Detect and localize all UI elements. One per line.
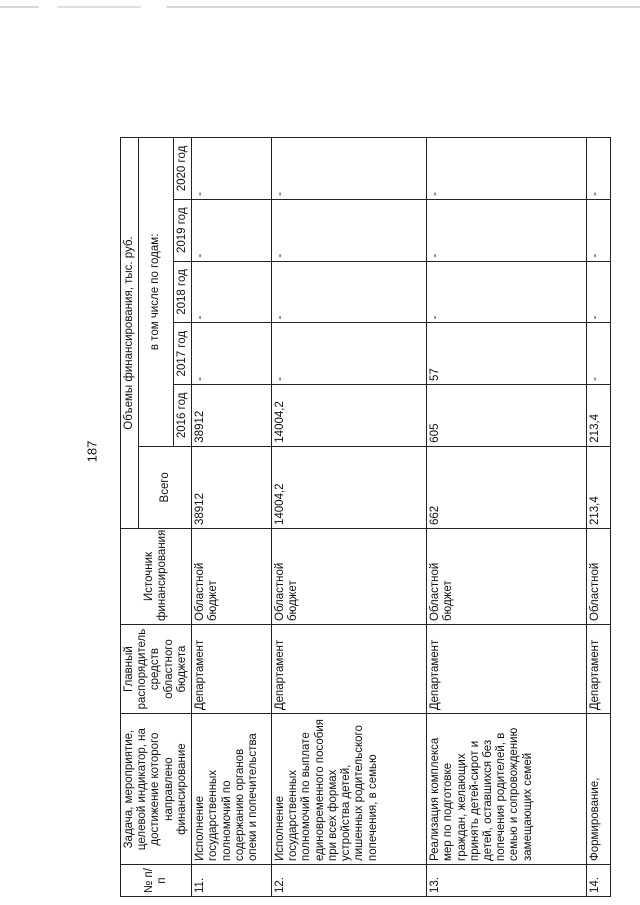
row-year-value: -	[192, 138, 272, 200]
table-row	[586, 138, 611, 897]
row-year-value: -	[192, 199, 272, 261]
row-source: Областной	[586, 529, 611, 625]
table-row	[427, 138, 587, 897]
row-no: 14.	[586, 865, 611, 897]
row-year-value: -	[427, 261, 587, 323]
row-total: 14004,2	[272, 446, 427, 528]
row-task: Формирование,	[586, 714, 611, 865]
row-task: Исполнение государственных полномочий по выплате единовременного пособия при всех формах устройства детей, лишенных родительского попечения, в семью	[272, 714, 427, 865]
row-year-value: -	[272, 261, 427, 323]
row-distributor: Департамент	[192, 625, 272, 714]
row-total: 38912	[192, 446, 272, 528]
row-year-value: -	[272, 138, 427, 200]
row-year-value: -	[272, 199, 427, 261]
row-year-value: -	[427, 138, 587, 200]
row-year-value: 605	[427, 385, 587, 447]
header-no: № п/п	[121, 865, 192, 897]
header-total: Всего	[139, 446, 192, 528]
header-distributor: Главный распорядитель средств областного бюджета	[121, 625, 192, 714]
header-year: 2016 год	[173, 385, 191, 447]
table-row	[192, 138, 272, 897]
row-task: Реализация комплекса мер по подготовке граждан, желающих принять детей-сирот и детей, оставшихся без попечения родителей, в семью и сопровождению замещающих семей	[427, 714, 587, 865]
row-year-value: -	[192, 323, 272, 385]
header-by-years: в том числе по годам:	[139, 138, 174, 447]
row-year-value: -	[427, 199, 587, 261]
row-year-value: 38912	[192, 385, 272, 447]
row-distributor: Департамент	[586, 625, 611, 714]
row-no: 11.	[192, 865, 272, 897]
row-no: 12.	[272, 865, 427, 897]
header-year: 2020 год	[173, 138, 191, 200]
row-distributor: Департамент	[272, 625, 427, 714]
rotated-table-container	[120, 137, 601, 897]
row-task: Исполнение государственных полномочий по содержанию органов опеки и попечительства	[192, 714, 272, 865]
funding-table	[120, 137, 611, 897]
row-total: 213,4	[586, 446, 611, 528]
row-year-value: -	[272, 323, 427, 385]
row-source: Областной бюджет	[427, 529, 587, 625]
table-row	[272, 138, 427, 897]
header-funding: Объемы финансирования, тыс. руб.	[121, 138, 139, 529]
scan-artifact-line	[0, 6, 640, 8]
row-year-value: -	[586, 138, 611, 200]
row-year-value: -	[586, 323, 611, 385]
row-source: Областной бюджет	[272, 529, 427, 625]
header-year: 2019 год	[173, 199, 191, 261]
row-year-value: 57	[427, 323, 587, 385]
row-total: 662	[427, 446, 587, 528]
row-source: Областной бюджет	[192, 529, 272, 625]
header-year: 2017 год	[173, 323, 191, 385]
row-year-value: 213,4	[586, 385, 611, 447]
row-year-value: -	[192, 261, 272, 323]
page-number: 187	[84, 440, 100, 463]
row-year-value: -	[586, 261, 611, 323]
row-year-value: -	[586, 199, 611, 261]
header-source: Источник финансирования	[121, 529, 192, 625]
header-task: Задача, мероприятие, целевой индикатор, на достижение которого направлено финансирование	[121, 714, 192, 865]
header-year: 2018 год	[173, 261, 191, 323]
row-no: 13.	[427, 865, 587, 897]
row-distributor: Департамент	[427, 625, 587, 714]
row-year-value: 14004,2	[272, 385, 427, 447]
